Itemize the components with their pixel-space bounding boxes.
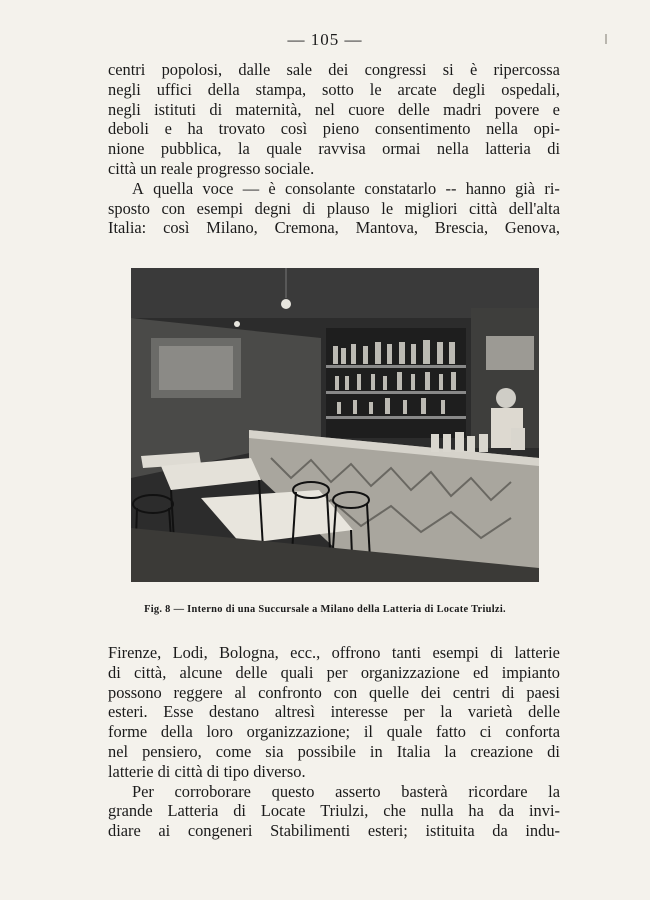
text-line: forme della loro organizzazione; il quale fatto ci conforta [108,722,560,742]
text-line: deboli e ha trovato così pieno consentimento nella opi- [108,119,560,139]
page-number: — 105 — [287,30,363,49]
text-line: negli uffici della stampa, sotto le arcate degli ospedali, [108,79,560,99]
text-line: Per corroborare questo asserto basterà ricordare la [132,781,560,801]
text-line: latterie di città di tipo diverso. [108,761,306,781]
text-line: Firenze, Lodi, Bologna, ecc., offrono tanti esempi di latterie [108,643,560,662]
text-line: nel pensiero, come sia possibile in Italia la creazione di [108,741,560,761]
text-line: negli istituti di maternità, nel cuore delle madri povere e [108,99,560,119]
text-line: diare ai congeneri Stabilimenti esteri; istituita da indu- [108,821,560,841]
text-line: città un reale progresso sociale. [108,158,315,178]
figure-caption: Fig. 8 — Interno di una Succursale a Milano della Latteria di Locate Triulzi. [144,604,506,615]
page-mark [605,34,607,44]
text-line: grande Latteria di Locate Triulzi, che nulla ha da invi- [108,801,560,821]
text-line: Italia: così Milano, Cremona, Mantova, Brescia, Genova, [108,218,560,238]
bottom-text-block [108,643,560,841]
text-line: di città, alcune delle quali per organizzazione ed impianto [108,662,560,682]
top-text-block [108,60,560,238]
text-line: centri popolosi, dalle sale dei congressi si è ripercossa [108,60,560,79]
text-line: A quella voce — è consolante constatarlo -- hanno già ri- [132,178,560,198]
text-line: esteri. Esse destano altresì interesse per la varietà delle [108,702,560,722]
cafe-interior-photo [131,268,539,582]
text-line: sposto con esempi degni di plauso le migliori città dell'alta [108,198,560,218]
text-line: possono reggere al confronto con quelle dei centri di paesi [108,682,560,702]
text-line: nione pubblica, la quale ravvisa ormai nella latteria di [108,139,560,159]
